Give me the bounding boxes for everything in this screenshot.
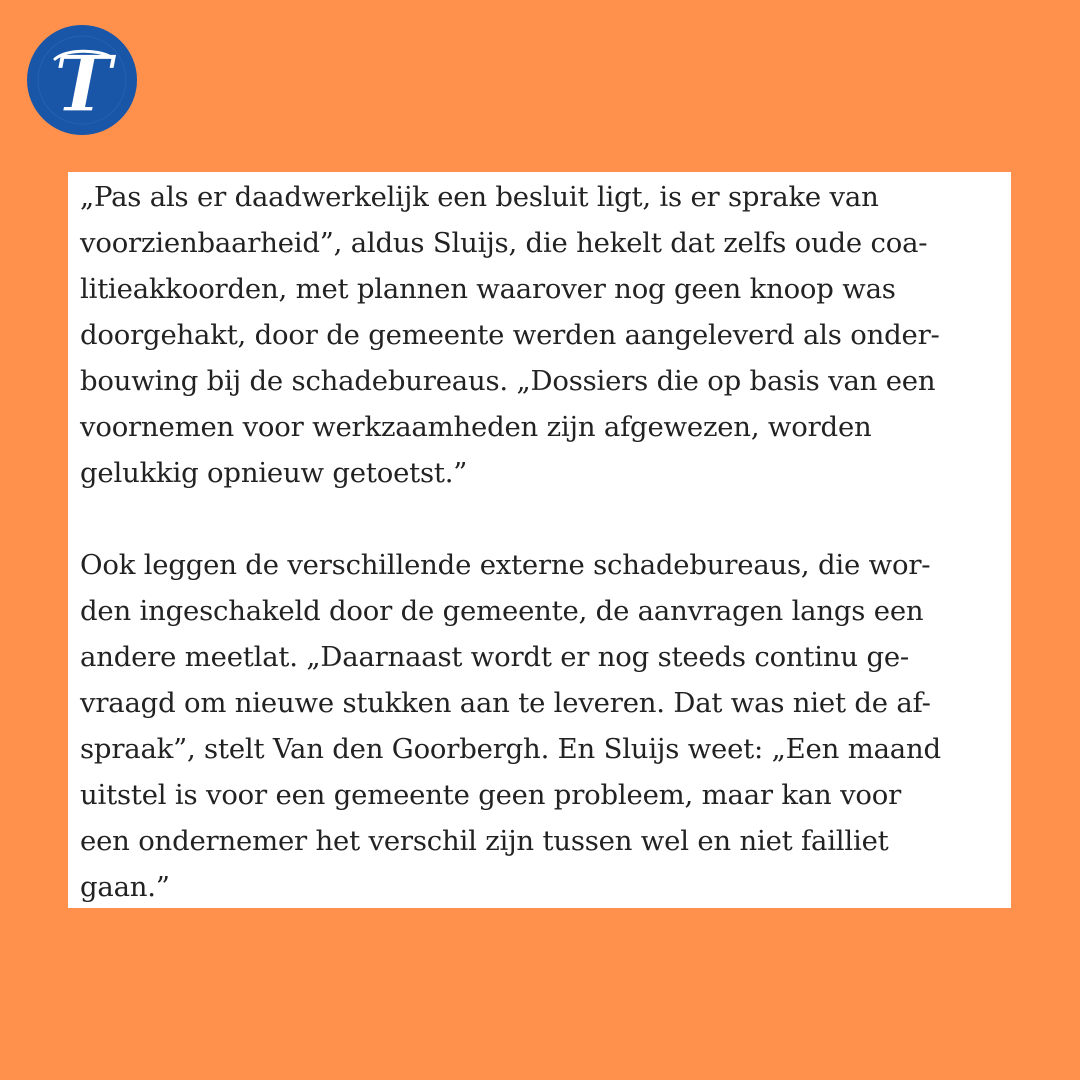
telegraaf-logo <box>27 25 137 135</box>
article-paragraph-2 <box>80 542 1011 910</box>
text-line: litieakkoorden, met plannen waarover nog geen knoop was <box>80 273 896 305</box>
text-line: gaan.” <box>80 871 170 903</box>
paragraph-spacer <box>80 496 1011 542</box>
text-line: gelukkig opnieuw getoetst.” <box>80 457 468 489</box>
text-line: andere meetlat. „Daarnaast wordt er nog steeds continu ge- <box>80 641 910 673</box>
logo-letter: T <box>53 39 113 130</box>
logo-mark <box>27 25 137 135</box>
text-line: bouwing bij de schadebureaus. „Dossiers die op basis van een <box>80 365 936 397</box>
text-line: „Pas als er daadwerkelijk een besluit ligt, is er sprake van <box>80 181 879 213</box>
text-line: vraagd om nieuwe stukken aan te leveren. Dat was niet de af- <box>80 687 931 719</box>
text-line: doorgehakt, door de gemeente werden aangeleverd als onder- <box>80 319 940 351</box>
text-line: voornemen voor werkzaamheden zijn afgewezen, worden <box>80 411 872 443</box>
text-line: den ingeschakeld door de gemeente, de aanvragen langs een <box>80 595 924 627</box>
text-line: uitstel is voor een gemeente geen probleem, maar kan voor <box>80 779 902 811</box>
text-line: een ondernemer het verschil zijn tussen wel en niet failliet <box>80 825 889 857</box>
text-line: Ook leggen de verschillende externe schadebureaus, die wor- <box>80 549 931 581</box>
text-line: spraak”, stelt Van den Goorbergh. En Sluijs weet: „Een maand <box>80 733 941 765</box>
text-line: voorzienbaarheid”, aldus Sluijs, die hekelt dat zelfs oude coa- <box>80 227 928 259</box>
article-text-card <box>68 172 1011 908</box>
article-paragraph-1 <box>80 174 1011 496</box>
